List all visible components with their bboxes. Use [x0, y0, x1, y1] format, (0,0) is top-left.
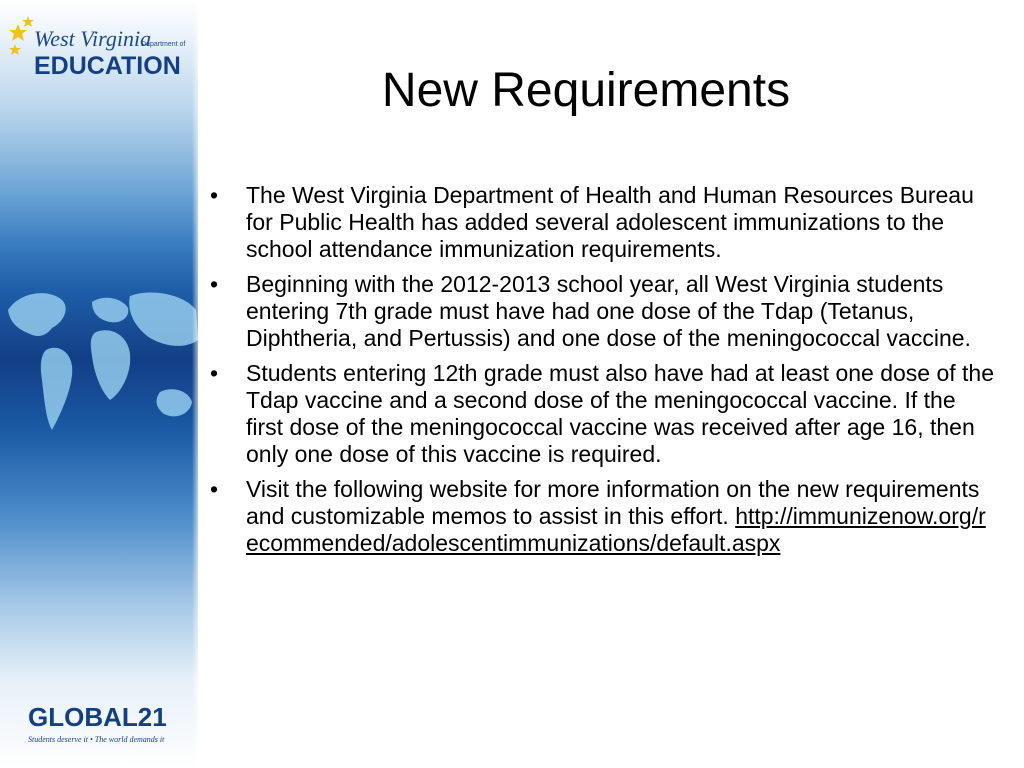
world-map-graphic: [0, 280, 198, 470]
global21-logo: [26, 702, 176, 750]
star-icon: [9, 16, 34, 55]
slide-title: New Requirements: [381, 64, 791, 117]
bullet-item: [208, 271, 998, 352]
bullet-marker: •: [210, 182, 219, 208]
bullet-item: [208, 360, 998, 468]
svg-text:West Virginia: West Virginia: [34, 26, 152, 51]
svg-text:EDUCATION: EDUCATION: [34, 52, 181, 80]
bullet-marker: •: [210, 271, 219, 297]
bullet-list: [208, 182, 998, 565]
svg-text:Department of: Department of: [141, 41, 186, 48]
bullet-text: Visit the following website for more information on the new requirements and customizable memos to assist in this effort.: [246, 476, 980, 529]
bullet-text: The West Virginia Department of Health and Human Resources Bureau for Public Health has added several adolescent immunizations to the school attendance immunization requirements.: [246, 182, 974, 262]
sidebar-decoration: [0, 0, 198, 768]
bullet-item: [208, 476, 998, 557]
bullet-marker: •: [210, 476, 219, 502]
svg-text:GLOBAL21: GLOBAL21: [28, 702, 167, 732]
bullet-text: Students entering 12th grade must also have had at least one dose of the Tdap vaccine and a second dose of the meningococcal vaccine. If the first dose of the meningococcal vaccine was received after age 16, then only one dose of this vaccine is required.: [246, 360, 995, 467]
bullet-item: [208, 182, 998, 263]
immunizenow-link[interactable]: http://immunizenow.org/recommended/adolescentimmunizations/default.aspx: [246, 503, 986, 556]
bullet-text: Beginning with the 2012-2013 school year, all West Virginia students entering 7th grade must have had one dose of the Tdap (Tetanus, Diphtheria, and Pertussis) and one dose of the meningococcal vaccine.: [246, 271, 971, 351]
bullet-marker: •: [210, 360, 219, 386]
svg-text:Students deserve it • The worl: Students deserve it • The world demands it: [28, 735, 165, 744]
wv-education-logo: [6, 14, 186, 80]
